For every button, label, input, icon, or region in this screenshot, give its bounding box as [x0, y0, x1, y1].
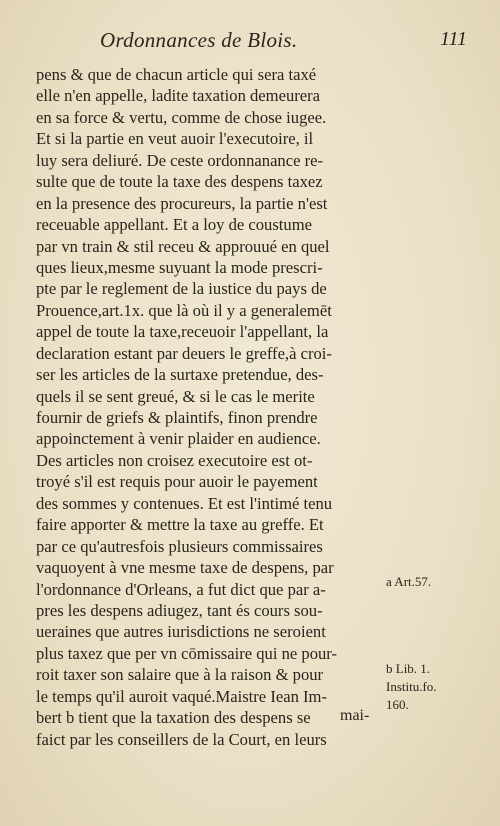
- text-line: plus taxez que per vn cōmissaire qui ne pour-: [36, 643, 338, 663]
- text-line: sulte que de toute la taxe des despens taxez: [36, 172, 323, 192]
- text-line: receuable appellant. Et a loy de coustume: [36, 215, 312, 235]
- text-line: faict par les conseillers de la Court, en leurs: [36, 729, 327, 749]
- margin-note-b: [386, 660, 437, 714]
- text-line: l'ordonnance d'Orleans, a fut dict que par a-: [36, 579, 326, 599]
- text-line: Des articles non croisez executoire est ot-: [36, 450, 313, 470]
- margin-note-b-line: 160.: [386, 697, 409, 712]
- text-line: bert b tient que la taxation des despens se: [36, 708, 311, 728]
- text-line: en la presence des procureurs, la partie n'est: [36, 193, 328, 213]
- text-line: fournir de griefs & plaintifs, finon prendre: [36, 408, 318, 427]
- text-line: ser les articles de la surtaxe pretendue, des-: [36, 365, 324, 385]
- text-line: pens & que de chacun article qui sera taxé: [36, 65, 317, 84]
- text-line: en sa force & vertu, comme de chose iugee.: [36, 107, 327, 127]
- text-line: troyé s'il est requis pour auoir le payement: [36, 472, 318, 492]
- text-line: Et si la partie en veut auoir l'executoire, il: [36, 129, 314, 149]
- text-line: par ce qu'autresfois plusieurs commissaires: [36, 536, 323, 556]
- text-line: declaration estant par deuers le greffe,à croi-: [36, 343, 332, 363]
- text-line: elle n'en appelle, ladite taxation demeurera: [36, 86, 321, 106]
- catchword: mai-: [340, 707, 370, 724]
- text-line: appoinctement à venir plaider en audience.: [36, 429, 321, 449]
- text-line: pres les despens adiugez, tant és cours sou-: [36, 600, 323, 620]
- text-line: par vn train & stil receu & approuué en quel: [36, 236, 330, 256]
- margin-note-b-line: Institu.fo.: [386, 679, 437, 694]
- text-line: roit taxer son salaire que à la raison & pour: [36, 665, 324, 685]
- text-line: Prouence,art.1x. que là où il y a generalemēt: [36, 300, 332, 320]
- page-header: [0, 26, 500, 56]
- text-line: appel de toute la taxe,receuoir l'appellant, la: [36, 322, 329, 342]
- text-line: luy sera deliuré. De ceste ordonnanance re-: [36, 150, 324, 170]
- text-line: faire apporter & mettre la taxe au greffe. Et: [36, 515, 324, 535]
- page-number: 111: [440, 28, 468, 50]
- text-line: ueraines que autres iurisdictions ne seroient: [36, 622, 326, 642]
- text-line: le temps qu'il auroit vaqué.Maistre Iean Im-: [36, 686, 327, 706]
- text-line: pte par le reglement de la iustice du pays de: [36, 279, 327, 299]
- text-line: des sommes y contenues. Et est l'intimé tenu: [36, 493, 333, 513]
- running-title: Ordonnances de Blois.: [100, 28, 298, 52]
- body-text: [36, 64, 376, 750]
- text-line: quels il se sent greué, & si le cas le merite: [36, 386, 315, 406]
- margin-note-b-line: b Lib. 1.: [386, 661, 431, 676]
- text-line: ques lieux,mesme suyuant la mode prescri-: [36, 257, 323, 277]
- text-line: vaquoyent à vne mesme taxe de despens, par: [36, 558, 334, 578]
- margin-note-a: a Art.57.: [386, 574, 432, 589]
